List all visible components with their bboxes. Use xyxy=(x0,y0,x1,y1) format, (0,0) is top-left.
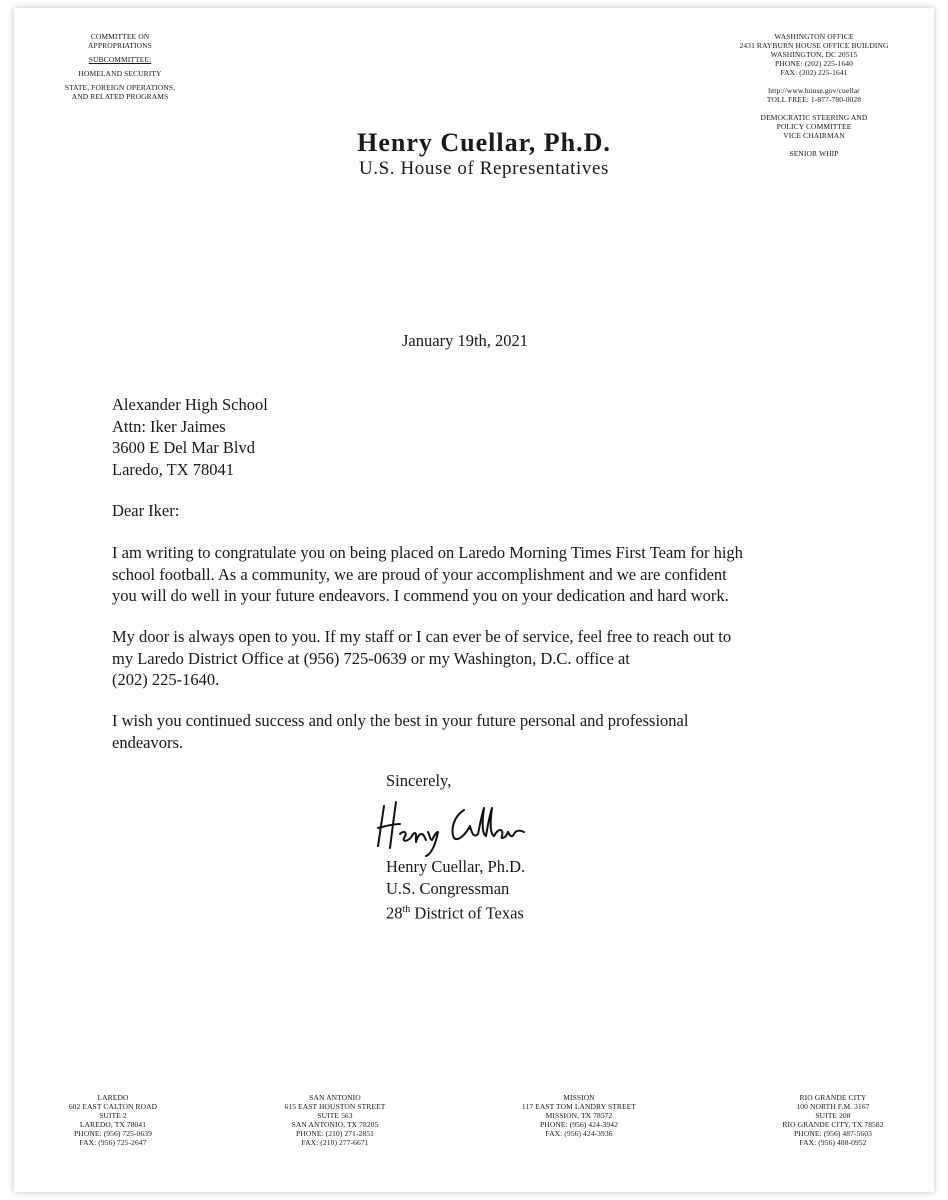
committee-line: APPROPRIATIONS xyxy=(88,41,152,50)
office-line: SUITE 563 xyxy=(317,1111,353,1120)
letterhead-name: Henry Cuellar, Ph.D. xyxy=(357,128,611,157)
closing: Sincerely, xyxy=(386,771,452,790)
office-line: SAN ANTONIO xyxy=(309,1093,361,1102)
address-line: Alexander High School xyxy=(112,395,268,414)
washington-line: PHONE: (202) 225-1640 xyxy=(775,59,853,68)
district-ordinal: th xyxy=(402,904,411,915)
letter-date: January 19th, 2021 xyxy=(402,331,529,350)
whip-line: SENIOR WHIP xyxy=(789,149,839,158)
office-line: RIO GRANDE CITY xyxy=(799,1093,867,1102)
paragraph-line: (202) 225-1640. xyxy=(112,670,220,689)
signer-title: U.S. Congressman xyxy=(386,878,510,898)
toll-free: TOLL FREE: 1-877-780-0028 xyxy=(766,95,862,104)
paragraph-2 xyxy=(112,626,832,691)
address-line: Attn: Iker Jaimes xyxy=(112,416,226,436)
letter-page xyxy=(14,8,934,1192)
office-line: RIO GRANDE CITY, TX 78582 xyxy=(782,1120,884,1129)
role-line: POLICY COMMITTEE xyxy=(776,122,852,131)
office-line: MISSION, TX 78572 xyxy=(545,1111,613,1120)
office-line: 615 EAST HOUSTON STREET xyxy=(284,1102,386,1111)
salutation: Dear Iker: xyxy=(112,501,180,520)
paragraph-line: I wish you continued success and only the best in your future personal and professional xyxy=(112,711,689,730)
office-line: 602 EAST CALTON ROAD xyxy=(68,1102,158,1111)
role-line: DEMOCRATIC STEERING AND xyxy=(760,113,868,122)
paragraph-line: school football. As a community, we are proud of your accomplishment and we are confident xyxy=(112,564,727,584)
paragraph-line: My door is always open to you. If my staff or I can ever be of service, feel free to reach out to xyxy=(112,627,732,646)
office-line: SAN ANTONIO, TX 78205 xyxy=(291,1120,379,1129)
office-line: MISSION xyxy=(563,1093,595,1102)
office-line: FAX: (956) 725-2647 xyxy=(79,1138,147,1147)
office-san-antonio xyxy=(250,1093,420,1147)
paragraph-line: my Laredo District Office at (956) 725-0639 or my Washington, D.C. office at xyxy=(112,648,630,668)
paragraph-3 xyxy=(112,710,832,753)
subcommittee-line: STATE, FOREIGN OPERATIONS, xyxy=(64,83,176,92)
office-line: FAX: (956) 488-0952 xyxy=(799,1138,867,1147)
paragraph-line: you will do well in your future endeavors. I commend you on your dedication and hard work. xyxy=(112,586,729,605)
role-line: VICE CHAIRMAN xyxy=(783,131,845,140)
washington-title: WASHINGTON OFFICE xyxy=(774,32,854,41)
office-laredo xyxy=(28,1093,198,1147)
subcommittee-line: HOMELAND SECURITY xyxy=(78,69,162,78)
address-line: 3600 E Del Mar Blvd xyxy=(112,438,255,457)
subcommittee-label: SUBCOMMITTEE: xyxy=(88,55,152,64)
office-line: PHONE: (956) 424-3942 xyxy=(540,1120,618,1129)
office-line: LAREDO, TX 78041 xyxy=(79,1120,147,1129)
website-url: http://www.house.gov/cuellar xyxy=(768,86,860,95)
letterhead xyxy=(304,128,664,180)
office-mission xyxy=(494,1093,664,1138)
district-number: 28 xyxy=(386,903,403,923)
washington-line: WASHINGTON, DC 20515 xyxy=(770,50,858,59)
office-line: SUITE 2 xyxy=(99,1111,127,1120)
committee-block xyxy=(50,32,190,101)
office-line: 100 NORTH F.M. 3167 xyxy=(796,1102,870,1111)
letterhead-house: U.S. House of Representatives xyxy=(358,158,610,179)
office-line: PHONE: (210) 271-2851 xyxy=(296,1129,374,1138)
office-line: PHONE: (956) 487-5603 xyxy=(794,1129,872,1138)
handwritten-signature xyxy=(374,794,564,860)
district-text: District of Texas xyxy=(410,903,524,923)
signer-district xyxy=(386,899,525,924)
subcommittee-line: AND RELATED PROGRAMS xyxy=(71,92,169,101)
washington-line: FAX: (202) 225-1641 xyxy=(780,68,848,77)
paragraph-line: I am writing to congratulate you on being placed on Laredo Morning Times First Team for high xyxy=(112,543,743,562)
signer-block xyxy=(386,856,525,924)
office-line: FAX: (210) 277-6671 xyxy=(301,1138,369,1147)
office-line: PHONE: (956) 725-0639 xyxy=(74,1129,152,1138)
office-line: FAX: (956) 424-3936 xyxy=(545,1129,613,1138)
committee-line: COMMITTEE ON xyxy=(90,32,150,41)
recipient-address xyxy=(112,394,268,480)
office-line: 117 EAST TOM LANDRY STREET xyxy=(521,1102,637,1111)
office-rio-grande-city xyxy=(748,1093,918,1147)
office-line: SUITE 208 xyxy=(815,1111,851,1120)
washington-line: 2431 RAYBURN HOUSE OFFICE BUILDING xyxy=(739,41,889,50)
paragraph-line: endeavors. xyxy=(112,732,184,752)
office-line: LAREDO xyxy=(97,1093,129,1102)
washington-office-block xyxy=(734,32,894,158)
paragraph-1 xyxy=(112,542,832,607)
address-line: Laredo, TX 78041 xyxy=(112,459,235,479)
signer-name: Henry Cuellar, Ph.D. xyxy=(386,857,526,876)
